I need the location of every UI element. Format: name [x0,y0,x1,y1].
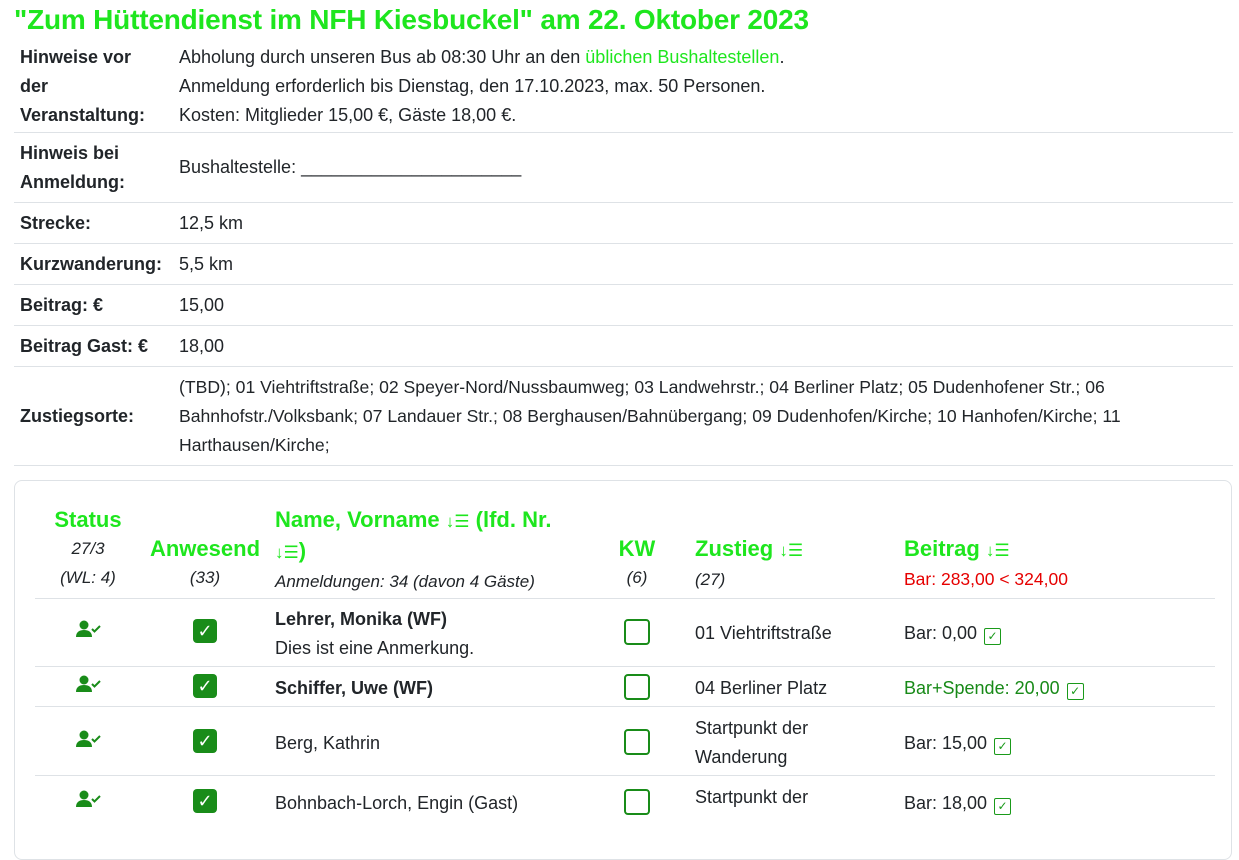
sort-status-link[interactable]: Status [54,507,122,532]
info-label: Strecke: [20,212,92,233]
beitrag-value: Bar+Spende: 20,00 [904,678,1060,698]
anwesend-checkbox[interactable]: ✓ [193,729,217,753]
participants-card [14,480,1232,860]
sort-beitrag-link[interactable]: Beitrag [904,536,980,561]
info-value [179,43,1233,130]
anwesend-checkbox[interactable]: ✓ [193,789,217,813]
participant-name[interactable]: Lehrer, Monika (WF) [275,609,448,629]
row-divider [35,706,1215,707]
participant-name[interactable]: Berg, Kathrin [275,733,381,753]
bushaltestellen-link[interactable]: üblichen Bushaltestellen [585,46,780,67]
user-confirmed-icon [75,674,101,694]
beitrag-value: Bar: 15,00 [904,733,988,753]
info-text: Anmeldung erforderlich bis Dienstag, den 17.10.2023, max. 50 Personen. [179,75,766,96]
info-row-beitrag [14,285,1233,326]
user-confirmed-icon [75,789,101,809]
info-value: (TBD); 01 Viehtriftstraße; 02 Speyer-Nord/Nussbaumweg; 03 Landwehrstr.; 04 Berliner Platz; 05 Dudenhofener Str.; 06 Bahnhofstr./Volksbank; 07 Landauer Str.; 08 Berghausen/Bahnübergang; 09 Dudenhofen/Kirche; 10 Hanhofen/Kirche; 11 Harthausen/Kirche; [179,376,1121,455]
info-label: Beitrag: € [20,294,104,315]
kw-count: (6) [626,568,648,587]
zustieg-value: 04 Berliner Platz [695,678,828,698]
anwesend-header: Anwesend [149,536,261,561]
row-divider [35,775,1215,776]
participant-name[interactable]: Bohnbach-Lorch, Engin (Gast) [275,793,519,813]
info-row-anmeldung [14,133,1233,203]
info-value: 5,5 km [179,253,234,274]
paid-check-icon[interactable]: ✓ [984,628,1001,645]
header-zustieg [695,534,885,594]
info-row-zustiegsorte [14,367,1233,466]
info-row-strecke [14,203,1233,244]
info-row-hinweise [14,40,1233,133]
beitrag-summary: Bar: 283,00 < 324,00 [904,569,1068,589]
info-text: Kosten: Mitglieder 15,00 €, Gäste 18,00 €. [179,104,517,125]
participant-note: Dies ist eine Anmerkung. [275,638,475,658]
info-value: 18,00 [179,335,225,356]
sort-desc-icon[interactable]: ↓☰ [445,512,470,531]
paid-check-icon[interactable]: ✓ [1067,683,1084,700]
header-name [275,505,595,596]
kw-checkbox[interactable] [624,789,650,815]
paid-check-icon[interactable]: ✓ [994,798,1011,815]
user-confirmed-icon [75,729,101,749]
user-confirmed-icon [75,619,101,639]
info-row-kurzwanderung [14,244,1233,285]
zustieg-count: (27) [695,570,726,589]
page-title: "Zum Hüttendienst im NFH Kiesbuckel" am 22. Oktober 2023 [14,4,809,35]
info-value: 15,00 [179,294,225,315]
info-label: Hinweise vor der Veranstaltung: [20,46,146,125]
sort-name-link[interactable]: Name, Vorname [275,507,440,532]
info-label: Hinweis bei Anmeldung: [20,142,125,192]
kw-header: KW [618,536,656,561]
sort-desc-icon[interactable]: ↓☰ [779,541,804,560]
anwesend-checkbox[interactable]: ✓ [193,674,217,698]
kw-checkbox[interactable] [624,674,650,700]
header-anwesend [145,534,265,592]
info-text: . [779,46,785,67]
zustieg-value: Startpunkt der Wanderung [695,718,809,767]
row-divider [35,598,1215,599]
sort-zustieg-link[interactable]: Zustieg [695,536,774,561]
info-text: Abholung durch unseren Bus ab 08:30 Uhr an den [179,46,586,67]
header-kw [607,534,667,592]
beitrag-value: Bar: 18,00 [904,793,988,813]
info-label: Kurzwanderung: [20,253,162,274]
kw-checkbox[interactable] [624,619,650,645]
registrations-summary: Anmeldungen: 34 (davon 4 Gäste) [275,572,535,591]
sort-desc-icon[interactable]: ↓☰ [275,543,299,562]
anwesend-checkbox[interactable]: ✓ [193,619,217,643]
header-beitrag [904,534,1204,594]
zustieg-value: 01 Viehtriftstraße [695,623,832,643]
sort-desc-icon[interactable]: ↓☰ [985,541,1010,560]
info-label: Zustiegsorte: [20,405,135,426]
event-info-table [14,40,1233,466]
header-status [31,505,145,592]
paid-check-icon[interactable]: ✓ [994,738,1011,755]
zustieg-value: Startpunkt der [695,787,809,807]
beitrag-value: Bar: 0,00 [904,623,978,643]
name-header-close: ) [298,538,307,563]
anwesend-count: (33) [189,568,221,587]
sort-lfdnr-link[interactable]: (lfd. Nr. [475,507,552,532]
participant-name[interactable]: Schiffer, Uwe (WF) [275,678,434,698]
info-value: 12,5 km [179,212,244,233]
info-row-beitrag-gast [14,326,1233,367]
row-divider [35,666,1215,667]
info-label: Beitrag Gast: € [20,335,149,356]
status-summary: 27/3 (WL: 4) [60,539,116,587]
info-value: Bushaltestelle: ______________________ [179,157,522,177]
kw-checkbox[interactable] [624,729,650,755]
